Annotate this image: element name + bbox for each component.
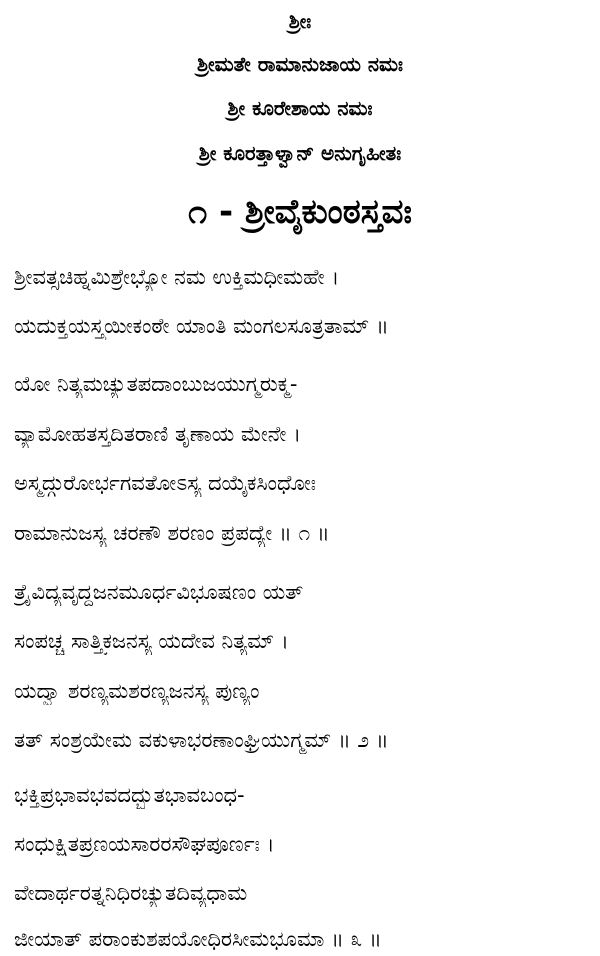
verse-line: ಯದುಕ್ತಯಸ್ತ್ರಯೀಕಂಠೇ ಯಾಂತಿ ಮಂಗಲಸೂತ್ರತಾಮ್ ॥ [14,314,389,338]
header-line-ramanuja: ಶ್ರೀಮತೇ ರಾಮಾನುಜಾಯ ನಮಃ [197,52,403,76]
verse-line: ಸಂಧುಕ್ಷಿತಪ್ರಣಯಸಾರರಸೌಘಪೂರ್ಣಃ । [14,832,275,856]
verse-line: ಯದ್ವಾ ಶರಣ್ಯಮಶರಣ್ಯಜನಸ್ಯ ಪುಣ್ಯಂ [14,679,260,703]
verse-line: ವೇದಾರ್ಥರತ್ನನಿಧಿರಚ್ಯುತದಿವ್ಯಧಾಮ [14,881,248,905]
verse-line: ಜೀಯಾತ್ ಪರಾಂಕುಶಪಯೋಧಿರಸೀಮಭೂಮಾ ॥ ೩ ॥ [14,927,382,951]
header-line-kuresha: ಶ್ರೀ ಕೂರೇಶಾಯ ನಮಃ [227,96,373,120]
verse-line: ಅಸ್ಮದ್ಗುರೋರ್ಭಗವತೋಽಸ್ಯ ದಯೈಕಸಿಂಧೋಃ [14,471,317,495]
verse-line: ವ್ಯಾಮೋಹತಸ್ತದಿತರಾಣಿ ತೃಣಾಯ ಮೇನೇ । [14,422,301,446]
verse-line: ಭಕ್ತಿಪ್ರಭಾವಭವದದ್ಭುತಭಾವಬಂಧ- [14,783,245,807]
verse-line: ಯೋ ನಿತ್ಯಮಚ್ಯುತಪದಾಂಬುಜಯುಗ್ಮರುಕ್ಮ- [14,372,298,396]
header-line-kurattalvan: ಶ್ರೀ ಕೂರತ್ತಾಳ್ವಾನ್ ಅನುಗೃಹೀತಃ [198,141,402,165]
verse-line: ರಾಮಾನುಜಸ್ಯ ಚರಣೌ ಶರಣಂ ಪ್ರಪದ್ಯೇ ॥ ೧ ॥ [14,521,330,545]
verse-line: ಸಂಪಚ್ಚ ಸಾತ್ತ್ವಿಕಜನಸ್ಯ ಯದೇವ ನಿತ್ಯಮ್ । [14,629,289,653]
verse-line: ತ್ರೈವಿದ್ಯವೃದ್ಧಜನಮೂರ್ಧವಿಭೂಷಣಂ ಯತ್ [14,580,304,604]
page-title: ೧ - ಶ್ರೀವೈಕುಂಠಸ್ತವಃ [188,192,412,232]
verse-line: ಶ್ರೀವತ್ಸಚಿಹ್ನಮಿಶ್ರೇಭ್ಯೋ ನಮ ಉಕ್ತಿಮಧೀಮಹೇ । [14,265,340,289]
header-line-shrih: ಶ್ರೀಃ [288,9,312,33]
verse-line: ತತ್ ಸಂಶ್ರಯೇಮ ವಕುಳಾಭರಣಾಂಘ್ರಿಯುಗ್ಮಮ್ ॥ ೨ ॥ [14,728,389,752]
